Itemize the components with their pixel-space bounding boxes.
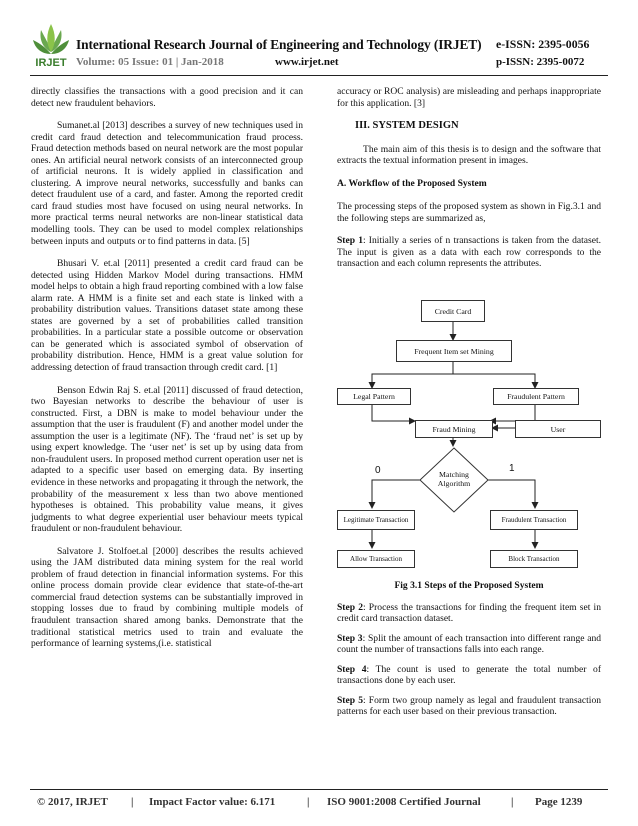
irjet-logo [33,22,69,74]
copyright: © 2017, IRJET [37,796,108,808]
left-column [31,86,303,661]
footer-separator: | [307,796,310,808]
step-5: Step 5: Form two group namely as legal and fraudulent transaction patterns for each user based on their previous transaction. [337,694,601,718]
node-credit-card: Credit Card [421,300,485,322]
node-matching-algorithm: Matching Algorithm [437,470,471,489]
paragraph: The processing steps of the proposed system as shown in Fig.3.1 and the following steps are summarized as, [337,201,601,224]
paragraph: Sumanet.al [2013] describes a survey of new techniques used in credit card fraud detection and telecommunication fraud process. Fraud detection methods based on neural network are the most popular ones. An artificial neural network consists of an interconnected group of artificial neurons. It is widely applied in classification and clustering. A improve neural networks, successfully and banks can detect fraudulent use of a card, and faster. Among the reported credit card fraud studies most have focused on using neural networks. In more practical terms neural networks are non-linear statistical data modelling tools. They can be used to model complex relationships between inputs and outputs or to find patterns in data. [5] [31,120,303,247]
website-link[interactable]: www.irjet.net [275,56,339,68]
node-fraud-mining: Fraud Mining [415,420,493,438]
footer-separator: | [511,796,514,808]
node-allow-transaction: Allow Transaction [337,550,415,568]
footer-rule [30,789,608,790]
paragraph: Bhusari V. et.al [2011] presented a credit card fraud can be detected using Hidden Markov Model during transactions. HMM model helps to obtain a high fraud reporting combined with a low false alarm rate. A HMM is a finite set and each state is linked with a probability distribution values. Transitions dataset state among these states are governed by a set of probabilities called transition probabilities. In a particular state a possible outcome or observation can be generated which is associated symbol of observation of probability distribution. Hence, HMM is a great value solution for addressing detection of fraud transaction through credit card. [1] [31,258,303,374]
paragraph: Benson Edwin Raj S. et.al [2011] discussed of fraud detection, two Bayesian networks to describe the behaviour of user is constructed. First, a DBN is make to model behaviour under the assumption that the user is fraudulent (F) and another model under the assumption the user is a legitimate (NF). The ‘fraud net’ is set up by using expert knowledge. The ‘user net’ is set up by using data from non-fraudulent users. In proposed method current operation user net is adapted to a specific user based on emerging data. By inserting evidence in these networks and propagating it through the network, the probability of the measurement x less than two above mentioned hypotheses is obtained. This probability value means, it gives judgments to what degree experiential user behaviour meets typical fraudulent or non-fraudulent behaviour. [31,384,303,535]
volume-issue: Volume: 05 Issue: 01 | Jan-2018 [76,56,224,68]
node-legitimate-transaction: Legitimate Transaction [337,510,415,530]
page-number: Page 1239 [535,796,583,808]
branch-label-one: 1 [509,463,515,475]
impact-factor: Impact Factor value: 6.171 [149,796,276,808]
node-legal-pattern: Legal Pattern [337,388,411,405]
p-issn: p-ISSN: 2395-0072 [496,56,585,68]
footer-separator: | [131,796,134,808]
section-heading: III. SYSTEM DESIGN [355,120,459,132]
subsection-heading: A. Workflow of the Proposed System [337,177,487,189]
paragraph: directly classifies the transactions with a good precision and it can detect new fraudulent behaviors. [31,86,303,109]
node-block-transaction: Block Transaction [490,550,578,568]
node-fraudulent-pattern: Fraudulent Pattern [493,388,579,405]
right-column [337,86,601,726]
node-user: User [515,420,601,438]
e-issn: e-ISSN: 2395-0056 [496,37,590,51]
iso-certification: ISO 9001:2008 Certified Journal [327,796,481,808]
step-2: Step 2: Process the transactions for finding the frequent item set in credit card transaction dataset. [337,601,601,625]
step-1: Step 1: Initially a series of n transactions is taken from the dataset. The input is given as a data with each row corresponds to the transaction and each column represents the attributes. [337,235,601,270]
paragraph: The main aim of this thesis is to design and the software that extracts the textual information present in images. [337,143,601,167]
paragraph: accuracy or ROC analysis) are misleading and perhaps inappropriate for this application. [3] [337,86,601,109]
node-frequent-item-set: Frequent Item set Mining [396,340,512,362]
paragraph: Salvatore J. Stolfoet.al [2000] describes the results achieved using the JAM distributed data mining system for the real world problem of fraud detection in financial information systems. For this online process domain provide clear evidence that state-of-the-art commercial fraud detection systems can be substantially improved in stopping losses due to fraud by combining multiple models of fraudulent transaction shared among banks. Demonstrate that the traditional statistical metrics used to train and evaluate the performance of learning systems,(i.e. statistical [31,545,303,650]
journal-title: International Research Journal of Engineering and Technology (IRJET) [76,37,482,52]
workflow-figure [335,278,599,578]
page-header [0,0,638,82]
figure-caption: Fig 3.1 Steps of the Proposed System [394,580,544,592]
header-rule [30,75,608,76]
branch-label-zero: 0 [375,465,381,477]
svg-text:IRJET: IRJET [35,57,67,69]
step-3: Step 3: Split the amount of each transaction into different range and count the number of transactions falls into each range. [337,632,601,656]
step-4: Step 4: The count is used to generate the total number of transactions done by each user. [337,663,601,687]
node-fraudulent-transaction: Fraudulent Transaction [490,510,578,530]
